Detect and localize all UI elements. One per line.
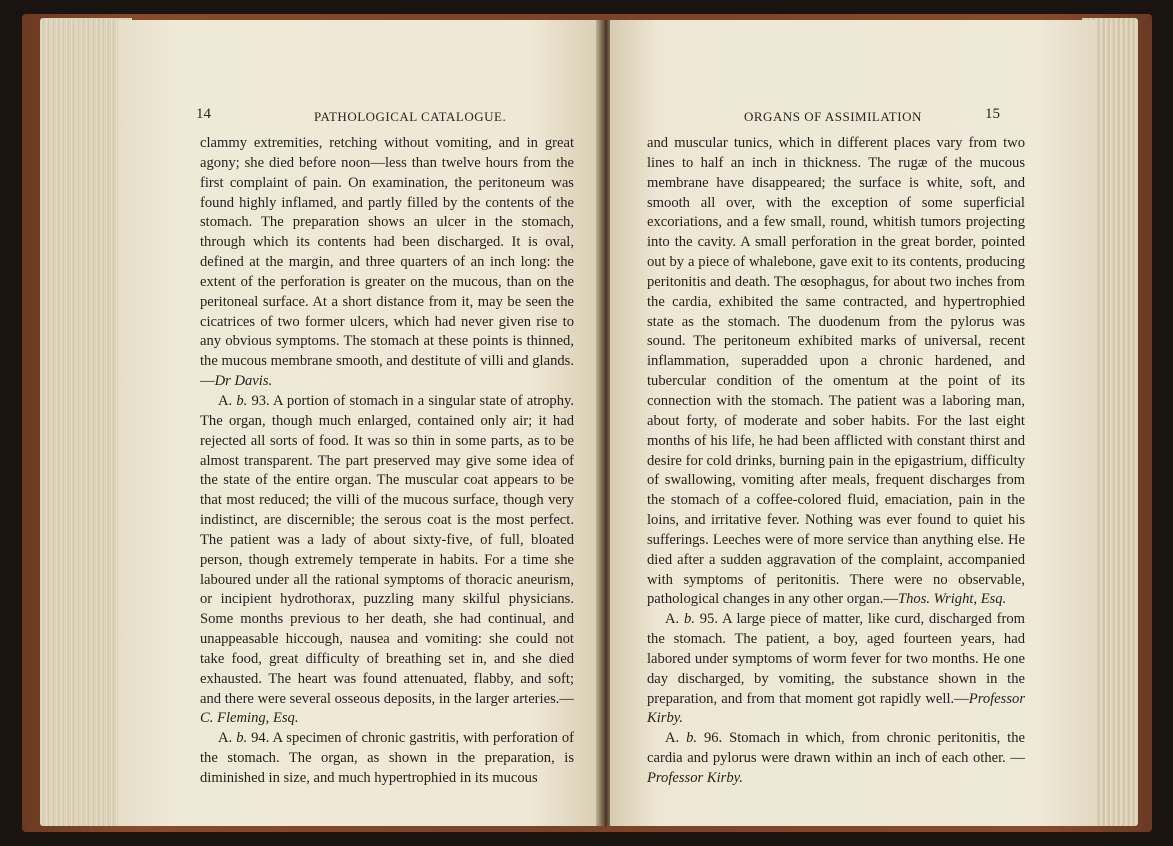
- right-paragraph-2: A. b. 95. A large piece of matter, like curd, discharged from the stomach. The patient, a boy, aged fourteen years, had labored under symptoms of worm fever for two months. He one day discharged, by vomiting, the substance shown in the preparation, and from that moment got rapidly well.—Professor Kirby.: [647, 611, 1025, 727]
- specimen-ref: A. b.: [665, 730, 698, 747]
- specimen-ref: A. b.: [665, 611, 695, 628]
- left-paragraph-2: A. b. 93. A portion of stomach in a singular state of atrophy. The organ, though much enlarged, contained only air; it had rejected all sorts of food. It was so thin in some parts, as to be almost transparent. The part preserved may give some idea of the state of the entire organ. The muscular coat appears to be that most reduced; the villi of the mucous surface, though very indistinct, are discernible; the serous coat is the most perfect. The patient was a lady of about sixty-five, of full, bloated person, though extremely temperate in habits. For a time she laboured under all the rational symptoms of thoracic aneurism, or incipient hydrothorax, puzzling many skilful physicians. Some months previous to her death, she had continual, and unappeasable hiccough, nausea and vomiting: she could not take food, great difficulty of breathing set in, and she died exhausted. The heart was found attenuated, flabby, and soft; and there were several osseous deposits, in the larger arteries.—C. Fleming, Esq.: [200, 392, 575, 727]
- left-page: [118, 20, 602, 826]
- left-page-body: [200, 134, 574, 789]
- left-page-number: 14: [196, 106, 211, 122]
- specimen-ref: A. b.: [218, 730, 248, 747]
- right-page: [610, 20, 1096, 826]
- attribution: C. Fleming, Esq.: [200, 710, 299, 727]
- attribution: Dr Davis.: [214, 373, 273, 390]
- right-page-body: [647, 134, 1025, 789]
- right-running-head: ORGANS OF ASSIMILATION: [744, 109, 922, 124]
- right-paragraph-3: A. b. 96. Stomach in which, from chronic peritonitis, the cardia and pylorus were drawn within an inch of each other. —Professor Kirby.: [647, 730, 1025, 786]
- attribution: Professor Kirby.: [647, 690, 1025, 727]
- attribution: Professor Kirby.: [647, 770, 743, 786]
- left-running-head: PATHOLOGICAL CATALOGUE.: [314, 109, 507, 124]
- attribution: Thos. Wright, Esq.: [898, 591, 1007, 608]
- right-page-number: 15: [985, 106, 1000, 122]
- left-paragraph-3: A. b. 94. A specimen of chronic gastritis, with perforation of the stomach. The organ, as shown in the preparation, is diminished in size, and much hypertrophied in its mucous: [200, 730, 575, 786]
- left-paragraph-1: clammy extremities, retching without vomiting, and in great agony; she died before noon—less than twelve hours from the first complaint of pain. On examination, the peritoneum was found highly inflamed, and partly filled by the contents of the stomach. The preparation shows an ulcer in the stomach, through which its contents had been discharged. It is oval, defined at the margin, and three quarters of an inch long: the extent of the perforation is greater on the mucous, than on the peritoneal surface. At a short distance from it, may be seen the cicatrices of two former ulcers, which had never given rise to any obvious symptoms. The stomach at these points is thinned, the mucous membrane smooth, and destitute of villi and glands.—Dr Davis.: [200, 135, 574, 390]
- specimen-ref: A. b.: [218, 392, 248, 409]
- right-paragraph-1: and muscular tunics, which in different places vary from two lines to half an inch in thickness. The rugæ of the mucous membrane have disappeared; the surface is white, soft, and smooth all over, with the exception of some superficial excoriations, and a few small, round, whitish tumors projecting into the cavity. A small perforation in the great border, pointed out by a piece of whalebone, gave exit to its contents, producing peritonitis and death. The œsophagus, for about two inches from the cardia, exhibited the same contracted, and hypertrophied state as the stomach. The duodenum from the pylorus was sound. The peritoneum exhibited marks of universal, recent inflammation, superadded upon a chronic hardened, and tubercular condition of the omentum at the point of its connection with the stomach. The patient was a laboring man, about forty, of moderate and sober habits. For the last eight months of his life, he had been afflicted with constant thirst and desire for cold drinks, burning pain in the epigastrium, difficulty of swallowing, vomiting after meals, frequent discharges from the stomach of a coffee-colored fluid, emaciation, pain in the loins, and irritative fever. Nothing was ever found to quiet his sufferings. Leeches were of more service than anything else. He died after a sudden aggravation of the complaint, accompanied with symptoms of peritonitis. There were no observable, pathological changes in any other organ.—Thos. Wright, Esq.: [647, 135, 1025, 608]
